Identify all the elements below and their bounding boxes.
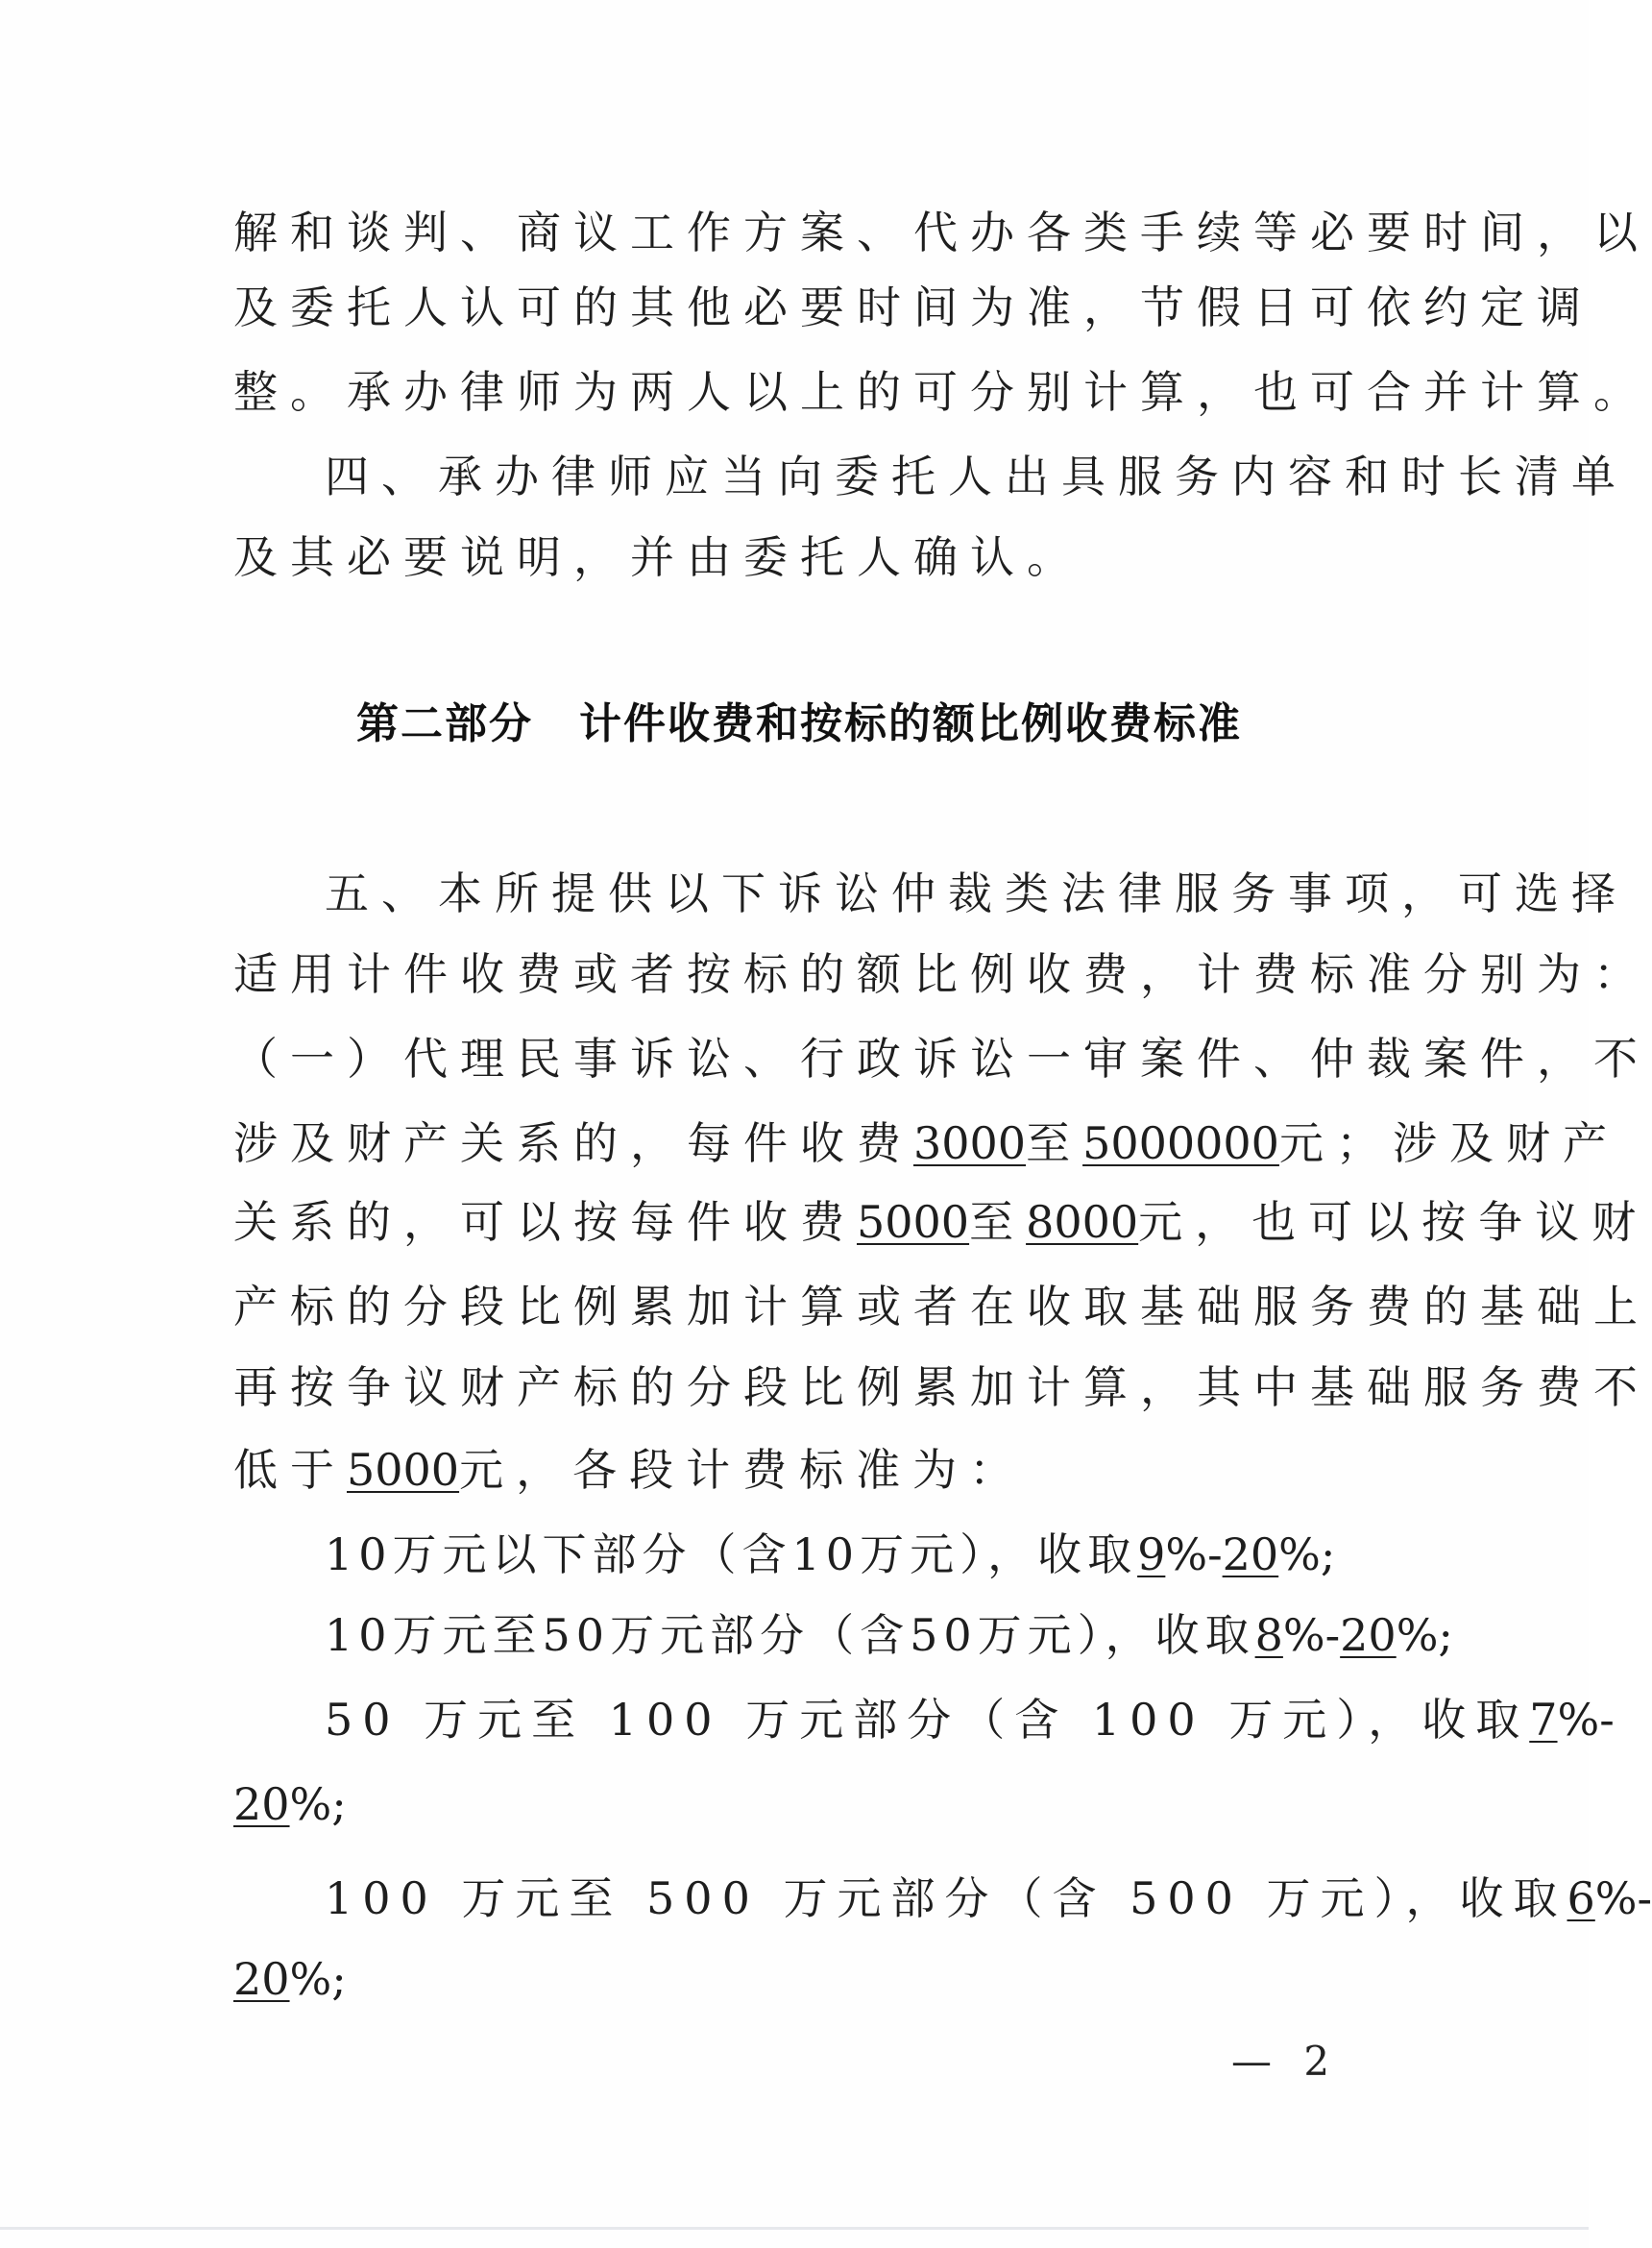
tier-rate-min: 9: [1137, 1528, 1166, 1580]
section-title: 计件收费和按标的额比例收费标准: [579, 699, 1242, 748]
fee-min-value: 5000: [857, 1196, 970, 1248]
text-segment: 至: [969, 1196, 1027, 1248]
body-text-line: 及其必要说明，并由委托人确认。: [233, 531, 1083, 583]
fee-tier-line: [325, 1691, 1615, 1748]
text-segment: 元；涉及财产: [1278, 1117, 1619, 1169]
tier-text: %;: [289, 1778, 347, 1830]
body-text-line: 及委托人认可的其他必要时间为准，节假日可依约定调: [233, 281, 1593, 333]
tier-text: 100 万元至 500 万元部分（含 500 万元），收取: [325, 1872, 1567, 1924]
tier-text: %-: [1557, 1694, 1615, 1746]
tier-rate-max: 20: [1222, 1528, 1279, 1580]
fee-max-value: 8000: [1026, 1196, 1139, 1248]
text-segment: 元，也可以按争议财: [1138, 1196, 1649, 1248]
fee-tier-line-wrap: [233, 1775, 347, 1833]
body-text-line: 五、本所提供以下诉讼仲裁类法律服务事项，可选择: [325, 867, 1628, 919]
tier-rate-max: 20: [1340, 1609, 1397, 1661]
body-text-line: [233, 1193, 1648, 1251]
body-text-line: 适用计件收费或者按标的额比例收费，计费标准分别为：: [233, 948, 1650, 1000]
tier-text: %;: [289, 1953, 347, 2005]
tier-rate-max: 20: [233, 1778, 290, 1830]
text-segment: 元，各段计费标准为：: [459, 1444, 1027, 1496]
fee-tier-line: [325, 1869, 1652, 1927]
tier-rate-min: 8: [1254, 1609, 1283, 1661]
body-text-line: 产标的分段比例累加计算或者在收取基础服务费的基础上: [233, 1281, 1650, 1332]
fee-tier-line: [325, 1526, 1335, 1583]
tier-text: %-: [1594, 1872, 1652, 1924]
tier-rate-max: 20: [233, 1953, 290, 2005]
fee-tier-line: [325, 1606, 1453, 1664]
body-text-line: （一）代理民事诉讼、行政诉讼一审案件、仲裁案件，不: [233, 1033, 1650, 1085]
body-text-line: 解和谈判、商议工作方案、代办各类手续等必要时间，以: [233, 207, 1650, 258]
page-bottom-edge: [0, 2227, 1589, 2230]
text-segment: 涉及财产关系的，每件收费: [233, 1117, 913, 1169]
section-heading: [356, 696, 1242, 753]
tier-text: %;: [1396, 1609, 1453, 1661]
tier-text: %-: [1282, 1609, 1341, 1661]
tier-text: 10万元以下部分（含10万元），收取: [325, 1528, 1138, 1580]
tier-text: %-: [1165, 1528, 1223, 1580]
fee-tier-line-wrap: [233, 1950, 347, 2008]
text-segment: 至: [1026, 1117, 1083, 1169]
body-text-line: 整。承办律师为两人以上的可分别计算，也可合并计算。: [233, 366, 1650, 418]
body-text-line: [233, 1114, 1619, 1172]
body-text-line: [233, 1441, 1026, 1499]
text-segment: 低于: [233, 1444, 347, 1496]
fee-min-value: 3000: [913, 1117, 1027, 1169]
section-part-label: 第二部分: [356, 699, 533, 748]
tier-rate-min: 7: [1529, 1694, 1558, 1746]
tier-text: %;: [1278, 1528, 1336, 1580]
tier-text: 10万元至50万元部分（含50万元），收取: [325, 1609, 1255, 1661]
base-fee-value: 5000: [347, 1444, 460, 1496]
body-text-line: 四、承办律师应当向委托人出具服务内容和时长清单: [325, 451, 1628, 502]
page-number: — 2: [1231, 2038, 1340, 2085]
text-segment: 关系的，可以按每件收费: [233, 1196, 857, 1248]
tier-text: 50 万元至 100 万元部分（含 100 万元），收取: [325, 1694, 1530, 1746]
fee-max-value: 5000000: [1082, 1117, 1279, 1169]
tier-rate-min: 6: [1567, 1872, 1595, 1924]
body-text-line: 再按争议财产标的分段比例累加计算，其中基础服务费不: [233, 1361, 1650, 1413]
